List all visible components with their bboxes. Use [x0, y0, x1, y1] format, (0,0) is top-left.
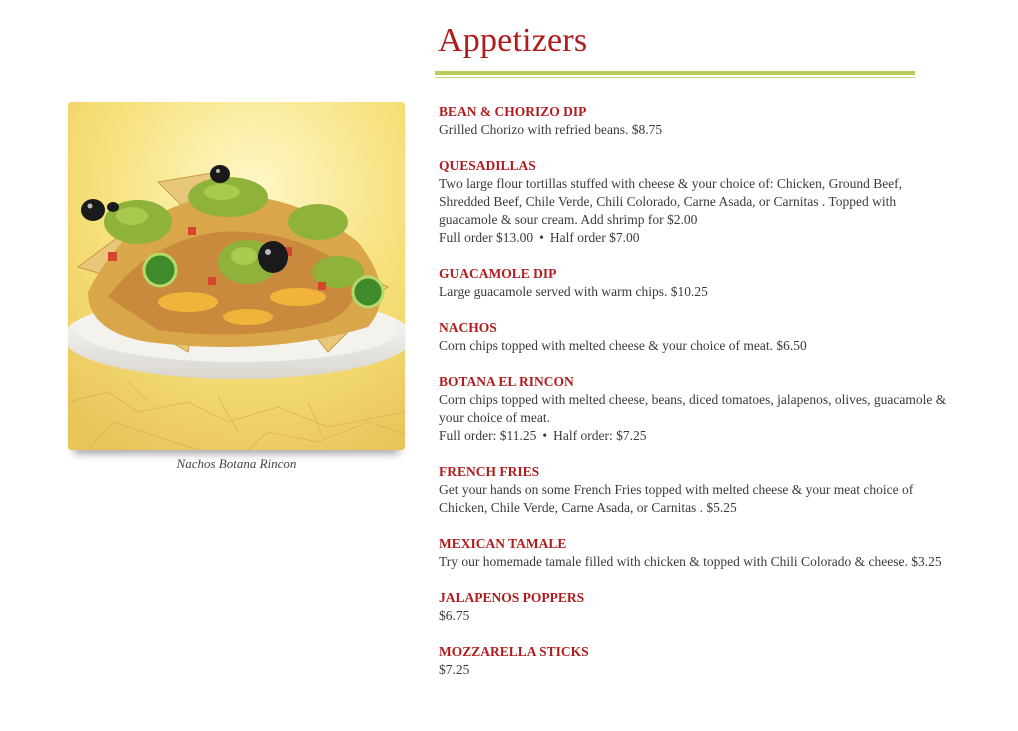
price-half: Half order $7.00: [549, 230, 640, 245]
bullet-separator: •: [542, 428, 548, 443]
item-prices: [439, 427, 947, 445]
photo-caption: Nachos Botana Rincon: [176, 456, 297, 471]
page-title: Appetizers: [438, 22, 588, 59]
item-prices: [439, 229, 947, 247]
bullet-separator: •: [539, 230, 544, 245]
item-name: QUESADILLAS: [439, 158, 536, 173]
item-name: GUACAMOLE DIP: [439, 266, 557, 281]
menu-item: [439, 463, 947, 517]
menu-item: [439, 265, 947, 301]
item-name: MOZZARELLA STICKS: [439, 644, 589, 659]
menu-item: [439, 319, 947, 355]
item-name: NACHOS: [439, 320, 497, 335]
item-description: Large guacamole served with warm chips. $10.25: [439, 284, 708, 299]
item-description: Two large flour tortillas stuffed with cheese & your choice of: Chicken, Ground Beef, Shredded Beef, Chile Verde, Chili Colorado, Carne Asada, or Carnitas . Topped with guacamole & sour cream. Add shrimp for $2.00: [439, 176, 903, 227]
menu-item: [439, 589, 947, 625]
menu-item: [439, 103, 947, 139]
item-description: Grilled Chorizo with refried beans. $8.75: [439, 122, 663, 137]
nachos-photo: [68, 102, 405, 450]
price-full: Full order: $11.25: [439, 428, 537, 443]
item-description: Get your hands on some French Fries topped with melted cheese & your meat choice of Chicken, Chile Verde, Carne Asada, or Carnitas . $5.25: [439, 482, 914, 515]
price-half: Half order: $7.25: [553, 428, 647, 443]
item-name: FRENCH FRIES: [439, 464, 540, 479]
item-description: Corn chips topped with melted cheese, beans, diced tomatoes, jalapenos, olives, guacamole & your choice of meat.: [439, 392, 947, 425]
item-description: $6.75: [439, 608, 470, 623]
item-name: BOTANA EL RINCON: [439, 374, 574, 389]
item-name: MEXICAN TAMALE: [439, 536, 567, 551]
item-description: $7.25: [439, 662, 470, 677]
item-name: JALAPENOS POPPERS: [439, 590, 585, 605]
menu-item: [439, 373, 947, 445]
menu-item: [439, 643, 947, 679]
item-name: BEAN & CHORIZO DIP: [439, 104, 587, 119]
menu-item: [439, 157, 947, 247]
title-divider-thin: [435, 77, 915, 78]
menu-list: [439, 103, 947, 697]
item-description: Corn chips topped with melted cheese & your choice of meat. $6.50: [439, 338, 807, 353]
price-full: Full order $13.00: [439, 230, 534, 245]
item-description: Try our homemade tamale filled with chicken & topped with Chili Colorado & cheese. $3.25: [439, 554, 942, 569]
title-divider: [435, 71, 915, 75]
menu-item: [439, 535, 947, 571]
